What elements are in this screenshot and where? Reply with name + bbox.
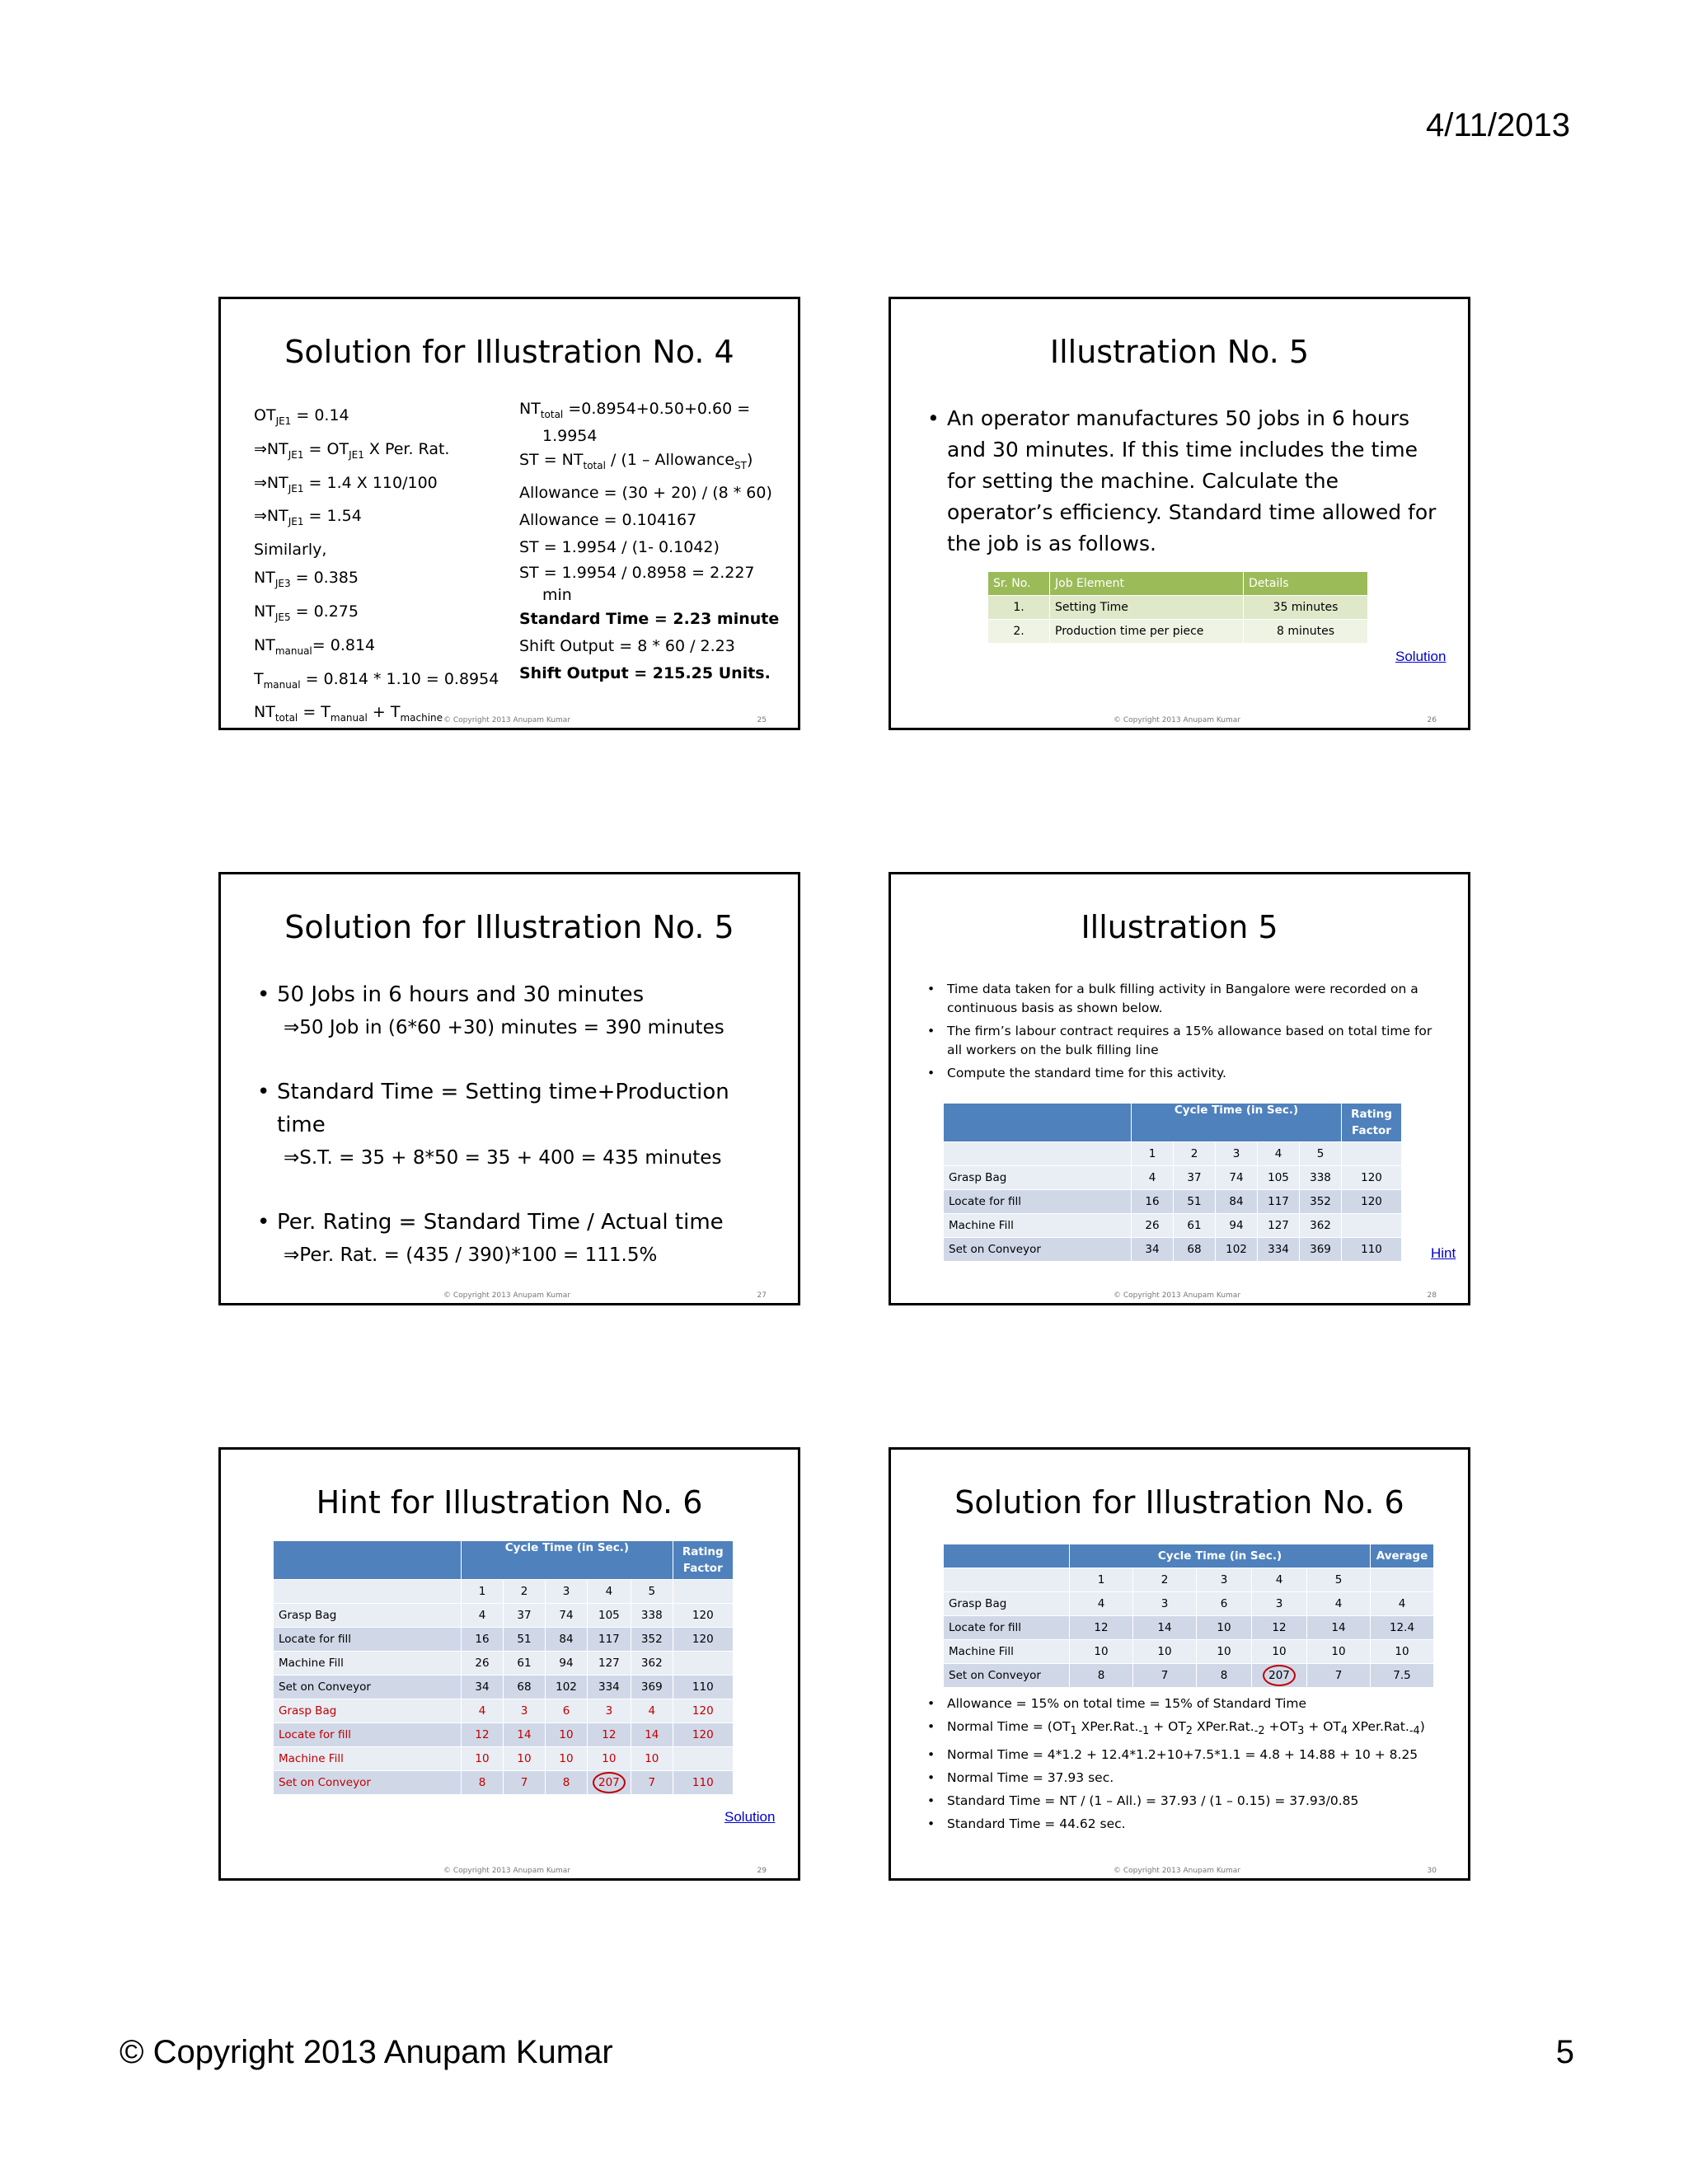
line: Allowance = 0.104167 bbox=[519, 510, 697, 529]
table-row: Locate for fill 16 51 84 117 352 120 bbox=[944, 1190, 1402, 1214]
slide-title: Illustration No. 5 bbox=[1049, 334, 1310, 370]
table-row: Set on Conveyor 34 68 102 334 369 110 bbox=[944, 1238, 1402, 1262]
bullet: • Compute the standard time for this activity. bbox=[947, 1064, 1433, 1083]
bullet: • Per. Rating = Standard Time / Actual time ⇒Per. Rat. = (435 / 390)*100 = 111.5% bbox=[277, 1206, 780, 1272]
line: $NT_{total} =0.8954+0.50+0.60$ = bbox=[519, 400, 751, 420]
table-row: Set on Conveyor 8 7 8 207 7 7.5 bbox=[944, 1664, 1434, 1688]
line: ST = $NT_{total} / (1$ – Allowance$_{ST}$) bbox=[519, 450, 753, 471]
col-header: Cycle Time (in Sec.) bbox=[1070, 1544, 1371, 1568]
slide-title: Solution for Illustration No. 4 bbox=[284, 334, 734, 370]
line: $OT_{JE1} = 0.14$ bbox=[254, 406, 349, 427]
line: $NT_{JE3} = 0.385$ bbox=[254, 569, 359, 589]
col-header: Rating Factor bbox=[1342, 1104, 1402, 1142]
hint-table: Cycle Time (in Sec.) Rating Factor 1 2 3 4 5 Grasp Bag 4 37 74 105 338 120 Locate for fill 16 51 84 117 352 120 Machine Fill 26 61 94 127 362 Set on Conveyor 34 68 102 334 369 110 Grasp Bag 4 3 6 3 4 120 Locate for fill 12 14 10 12 14 120 Machine Fill 10 10 10 10 10 Set on Conveyor 8 7 8 207 7 110 bbox=[273, 1540, 734, 1795]
bullet: • 50 Jobs in 6 hours and 30 minutes ⇒50 Job in (6*60 +30) minutes = 390 minutes bbox=[277, 978, 780, 1044]
table-row: Grasp Bag 4 3 6 3 4 4 bbox=[944, 1592, 1434, 1616]
line: Shift Output = 215.25 Units. bbox=[519, 663, 771, 682]
slide-25: Solution for Illustration No. 4 $OT_{JE1} = 0.14$ $\Rightarrow NT_{JE1} = OT_{JE1}$ X Per. Rat. $\Rightarrow NT_{JE1} = 1.4$ X 110/100 $\Rightarrow NT_{JE1} = 1.54$ Similarly, $NT_{JE3} = 0.385$ $NT_{JE5} = 0.275$ $NT_{manual}= 0.814$ $T_{manual} = 0.814 * 1.10 = 0.8954$ $NT_{total} = T_{manual} + T_{machine}$ $NT_{total} =0.8954+0.50+0.60$ = 1.9954 ST = $NT_{total} / (1$ – Allowance$_{ST}$) Allowance = (30 + 20) / (8 * 60) Allowance = 0.104167 ST = 1.9954 / (1- 0.1042) ST = 1.9954 / 0.8958 = 2.227 min Standard Time = 2.23 minute Shift Output = 8 * 60 / 2.23 Shift Output = 215.25 Units. © Copyright 2013 Anupam Kumar 25 bbox=[218, 297, 800, 730]
bullet: • Normal Time = ($OT_1$ $XPer.Rat._{-1} + OT_2$ $XPer.Rat._{-2} +OT_3 + OT_4$ $XPer.Rat._{-4}$) bbox=[947, 1715, 1450, 1743]
table-row: Locate for fill 16 51 84 117 352 120 bbox=[274, 1628, 734, 1652]
col-header: Cycle Time (in Sec.) bbox=[462, 1541, 673, 1580]
col-header: Sr. No. bbox=[988, 572, 1050, 596]
bullet-list bbox=[277, 978, 780, 1272]
solution-link[interactable]: Solution bbox=[1395, 649, 1447, 664]
col-header: Average bbox=[1371, 1544, 1434, 1568]
slide-title: Solution for Illustration No. 5 bbox=[284, 909, 734, 945]
bullet: • Standard Time = NT / (1 – All.) = 37.93 / (1 – 0.15) = 37.93/0.85 bbox=[947, 1789, 1450, 1812]
line: $NT_{JE5} = 0.275$ bbox=[254, 602, 359, 623]
hint-link[interactable]: Hint bbox=[1431, 1245, 1456, 1261]
bullet: • An operator manufactures 50 jobs in 6 hours and 30 minutes. If this time includes the time for setting the machine. Calculate the operator’s efficiency. Standard time allowed for the job is as follows. bbox=[947, 403, 1442, 560]
col-header: Cycle Time (in Sec.) bbox=[1132, 1104, 1342, 1142]
slide-title: Illustration 5 bbox=[1081, 909, 1278, 945]
table-row: Machine Fill 10 10 10 10 10 bbox=[274, 1747, 734, 1771]
line: $\Rightarrow NT_{JE1} = OT_{JE1}$ X Per. Rat. bbox=[254, 439, 450, 461]
col-header: Rating Factor bbox=[673, 1541, 733, 1580]
line: 1.9954 bbox=[542, 426, 598, 445]
solution-table: Cycle Time (in Sec.) Average 1 2 3 4 5 Grasp Bag 4 3 6 3 4 4 Locate for fill 12 14 10 12 14 12.4 Machine Fill 10 10 10 10 10 10 Set on Conveyor 8 7 8 207 7 7.5 bbox=[943, 1544, 1434, 1688]
slide-30: Solution for Illustration No. 6 Cycle Time (in Sec.) Average 1 2 3 4 5 Grasp Bag 4 3 6 3 4 4 Locate for fill 12 14 10 12 14 12.4 Machine Fill 10 10 10 10 10 10 Set on Conveyor 8 7 8 207 7 7.5 • Allowance = 15% on total time = 15% of Standard Time • Normal Time = ($OT_1$ $XPer.Rat._{-1} + OT_2$ $XPer.Rat._{-2} +OT_3 + OT_4$ $XPer.Rat._{-4}$) • Normal Time = 4*1.2 + 12.4*1.2+10+7.5*1.1 = 4.8 + 14.88 + 10 + 8.25 • Normal Time = 37.93 sec. • Standard Time = NT / (1 – All.) = 37.93 / (1 – 0.15) = 37.93/0.85 • Standard Time = 44.62 sec. © Copyright 2013 Anupam Kumar 30 bbox=[889, 1447, 1470, 1881]
slide-26: Illustration No. 5 • An operator manufactures 50 jobs in 6 hours and 30 minutes. If this time includes the time for setting the machine. Calculate the operator’s efficiency. Standard time allowed for the job is as follows. Sr. No. Job Element Details 1. Setting Time 35 minutes 2. Production time per piece 8 minutes Solution © Copyright 2013 Anupam Kumar 26 bbox=[889, 297, 1470, 730]
line: $\Rightarrow NT_{JE1} = 1.4$ X 110/100 bbox=[254, 473, 438, 494]
table-row: 2. Production time per piece 8 minutes bbox=[988, 620, 1368, 644]
line: Standard Time = 2.23 minute bbox=[519, 609, 780, 628]
table-row: Grasp Bag 4 37 74 105 338 120 bbox=[944, 1166, 1402, 1190]
bullet: • The firm’s labour contract requires a 15% allowance based on total time for all workers on the bulk filling line bbox=[947, 1022, 1433, 1060]
line: $\Rightarrow NT_{JE1} = 1.54$ bbox=[254, 507, 362, 528]
left-column bbox=[254, 401, 499, 730]
table-row: Machine Fill 26 61 94 127 362 bbox=[274, 1652, 734, 1675]
bullet: • Normal Time = 4*1.2 + 12.4*1.2+10+7.5*1.1 = 4.8 + 14.88 + 10 + 8.25 bbox=[947, 1743, 1450, 1766]
page-number: 5 bbox=[1555, 2034, 1574, 2070]
line: Allowance = (30 + 20) / (8 * 60) bbox=[519, 483, 772, 502]
slide-29: Hint for Illustration No. 6 Cycle Time (in Sec.) Rating Factor 1 2 3 4 5 Grasp Bag 4 37 74 105 338 120 Locate for fill 16 51 84 117 352 120 Machine Fill 26 61 94 127 362 Set on Conveyor 34 68 102 334 369 110 Grasp Bag 4 3 6 3 4 120 Locate for fill 12 14 10 12 14 120 Machine Fill 10 10 10 10 10 Set on Conveyor 8 7 8 207 7 110 Solution © Copyright 2013 Anupam Kumar 29 bbox=[218, 1447, 800, 1881]
col-header: Job Element bbox=[1050, 572, 1244, 596]
right-column bbox=[519, 398, 779, 687]
table-row: Machine Fill 10 10 10 10 10 10 bbox=[944, 1640, 1434, 1664]
bullet-list bbox=[947, 1692, 1450, 1835]
bullet-list bbox=[947, 980, 1433, 1083]
page-date: 4/11/2013 bbox=[1426, 107, 1570, 143]
table-row: Locate for fill 12 14 10 12 14 12.4 bbox=[944, 1616, 1434, 1640]
slide-title: Hint for Illustration No. 6 bbox=[316, 1484, 703, 1521]
page-copyright: © Copyright 2013 Anupam Kumar bbox=[120, 2034, 613, 2070]
bullet: • Allowance = 15% on total time = 15% of Standard Time bbox=[947, 1692, 1450, 1715]
table-row: Locate for fill 12 14 10 12 14 120 bbox=[274, 1723, 734, 1747]
table-row: Grasp Bag 4 37 74 105 338 120 bbox=[274, 1604, 734, 1628]
bullet-list bbox=[947, 403, 1442, 560]
job-table bbox=[987, 571, 1368, 644]
table-row: Set on Conveyor 8 7 8 207 7 110 bbox=[274, 1771, 734, 1795]
col-header: Details bbox=[1244, 572, 1368, 596]
slide-title: Solution for Illustration No. 6 bbox=[954, 1484, 1404, 1521]
table-row: Machine Fill 26 61 94 127 362 bbox=[944, 1214, 1402, 1238]
slide-28: Illustration 5 • Time data taken for a bulk filling activity in Bangalore were recorded on a continuous basis as shown below. • The firm’s labour contract requires a 15% allowance based on total time for all workers on the bulk filling line • Compute the standard time for this activity. Cycle Time (in Sec.) Rating Factor 1 2 3 4 5 Grasp Bag 4 37 74 105 338 120 Locate for fill 16 51 84 117 352 120 Machine Fill 26 61 94 127 362 Set on Conveyor 34 68 102 334 369 110 Hint © Copyright 2013 Anupam Kumar 28 bbox=[889, 872, 1470, 1305]
bullet: • Standard Time = 44.62 sec. bbox=[947, 1812, 1450, 1835]
outlier-circle: 207 bbox=[593, 1772, 626, 1793]
bullet: • Standard Time = Setting time+Production time ⇒S.T. = 35 + 8*50 = 35 + 400 = 435 minutes bbox=[277, 1076, 780, 1174]
bullet: • Normal Time = 37.93 sec. bbox=[947, 1766, 1450, 1789]
cycle-time-table: Cycle Time (in Sec.) Rating Factor 1 2 3 4 5 Grasp Bag 4 37 74 105 338 120 Locate for fill 16 51 84 117 352 120 Machine Fill 26 61 94 127 362 Set on Conveyor 34 68 102 334 369 110 bbox=[943, 1103, 1402, 1262]
table-row: Grasp Bag 4 3 6 3 4 120 bbox=[274, 1699, 734, 1723]
line: $NT_{manual}= 0.814$ bbox=[254, 635, 376, 657]
line: $T_{manual} = 0.814 * 1.10 = 0.8954$ bbox=[254, 669, 499, 691]
line: ST = 1.9954 / (1- 0.1042) bbox=[519, 537, 720, 556]
table-row: Set on Conveyor 34 68 102 334 369 110 bbox=[274, 1675, 734, 1699]
line: Similarly, bbox=[254, 541, 327, 560]
outlier-circle: 207 bbox=[1263, 1665, 1296, 1686]
line: Shift Output = 8 * 60 / 2.23 bbox=[519, 636, 735, 655]
line: ST = 1.9954 / 0.8958 = 2.227 bbox=[519, 563, 755, 582]
line: min bbox=[542, 585, 572, 604]
table-row: 1. Setting Time 35 minutes bbox=[988, 596, 1368, 620]
bullet: • Time data taken for a bulk filling activity in Bangalore were recorded on a continuous basis as shown below. bbox=[947, 980, 1433, 1018]
slide-27: Solution for Illustration No. 5 • 50 Jobs in 6 hours and 30 minutes ⇒50 Job in (6*60 +30) minutes = 390 minutes • Standard Time = Setting time+Production time ⇒S.T. = 35 + 8*50 = 35 + 400 = 435 minutes • Per. Rating = Standard Time / Actual time ⇒Per. Rat. = (435 / 390)*100 = 111.5% © Copyright 2013 Anupam Kumar 27 bbox=[218, 872, 800, 1305]
solution-link[interactable]: Solution bbox=[724, 1809, 776, 1825]
line: $NT_{total} = T_{manual} + T_{machine}$ bbox=[254, 703, 443, 724]
